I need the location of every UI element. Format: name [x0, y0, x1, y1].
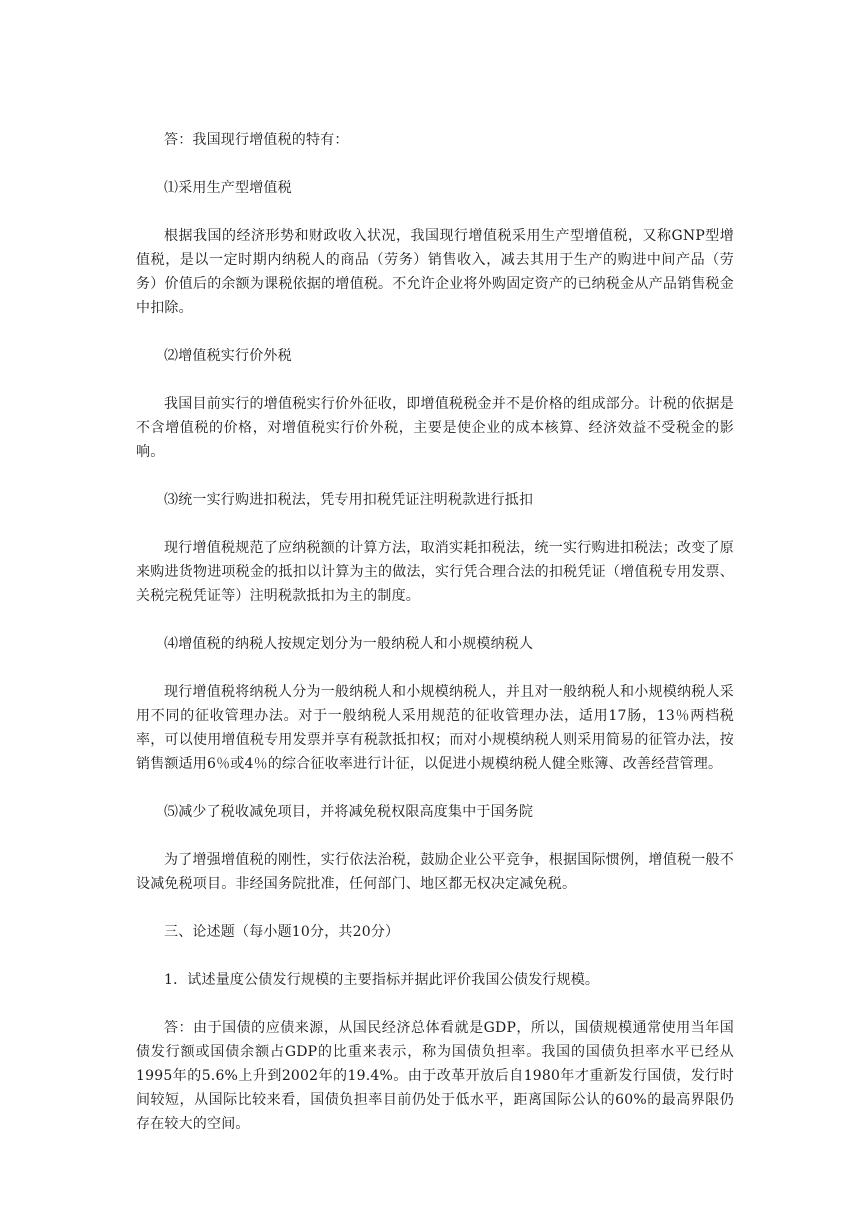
point-3-body: 现行增值税规范了应纳税额的计算方法，取消实耗扣税法，统一实行购进扣税法；改变了原来购进货物进项税金的抵扣以计算为主的做法，实行凭合理合法的扣税凭证（增值税专用发票、关税完税凭证等）注明税款抵扣为主的制度。: [136, 540, 734, 604]
point-1-body: 根据我国的经济形势和财政收入状况，我国现行增值税采用生产型增值税，又称GNP型增值税，是以一定时期内纳税人的商品（劳务）销售收入，减去其用于生产的购进中间产品（劳务）价值后的余额为课税依据的增值税。不允许企业将外购固定资产的已纳税金从产品销售税金中扣除。: [136, 228, 734, 316]
answer-1: 答：由于国债的应债来源，从国民经济总体看就是GDP，所以，国债规模通常使用当年国债发行额或国债余额占GDP的比重来表示，称为国债负担率。我国的国债负担率水平已经从1995年的5.6%上升到2002年的19.4%。由于改革开放后自1980年才重新发行国债，发行时间较短，从国际比较来看，国债负担率目前仍处于低水平，距离国际公认的60%的最高界限仍存在较大的空间。: [136, 1020, 734, 1132]
point-4-heading: ⑷增值税的纳税人按规定划分为一般纳税人和小规模纳税人: [164, 636, 534, 652]
point-4-body: 现行增值税将纳税人分为一般纳税人和小规模纳税人，并且对一般纳税人和小规模纳税人采用不同的征收管理办法。对于一般纳税人采用规范的征收管理办法，适用17肠，13％两档税率，可以使用增值税专用发票并享有税款抵扣权；而对小规模纳税人则采用简易的征管办法，按销售额适用6％或4％的综合征收率进行计征，以促进小规模纳税人健全账簿、改善经营管理。: [136, 684, 734, 772]
point-1-heading: ⑴采用生产型增值税: [164, 180, 292, 196]
point-3-heading: ⑶统一实行购进扣税法，凭专用扣税凭证注明税款进行抵扣: [164, 492, 534, 508]
answer-intro: 答：我国现行增值税的特有：: [164, 132, 349, 148]
point-5-heading: ⑸减少了税收减免项目，并将减免税权限高度集中于国务院: [164, 804, 534, 820]
point-5-body: 为了增强增值税的刚性，实行依法治税，鼓励企业公平竞争，根据国际惯例，增值税一般不设减免税项目。非经国务院批准，任何部门、地区都无权决定减免税。: [136, 852, 734, 892]
document-body: [136, 128, 734, 1136]
section-heading: 三、论述题（每小题10分，共20分）: [164, 924, 400, 940]
point-2-body: 我国目前实行的增值税实行价外征收，即增值税税金并不是价格的组成部分。计税的依据是不含增值税的价格，对增值税实行价外税，主要是使企业的成本核算、经济效益不受税金的影响。: [136, 396, 734, 460]
point-2-heading: ⑵增值税实行价外税: [164, 348, 292, 364]
question-1: 1．试述量度公债发行规模的主要指标并据此评价我国公债发行规模。: [164, 972, 600, 988]
